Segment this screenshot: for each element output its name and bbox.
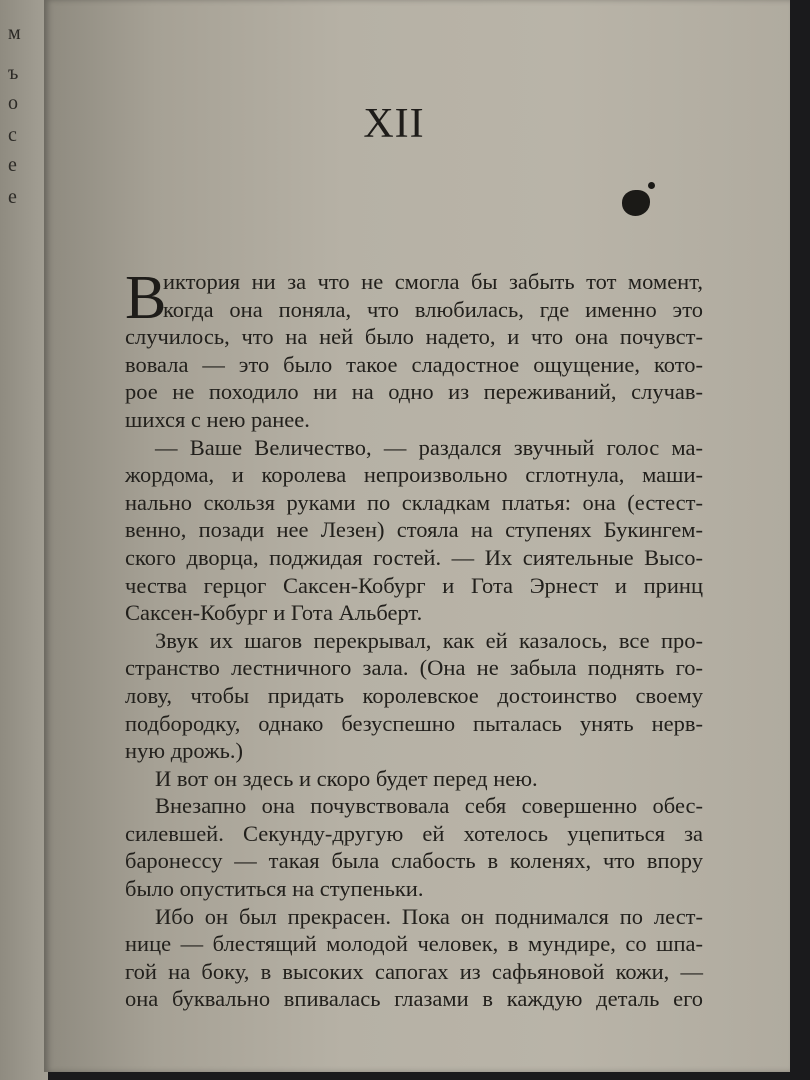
text-line: чества герцог Саксен-Кобург и Гота Эрнест и принц	[125, 572, 703, 598]
text-line: она буквально впивалась глазами в каждую деталь его	[125, 986, 703, 1012]
text-line: рое не походило ни на одно из переживаний, случав-	[125, 379, 703, 405]
text-line: Ибо он был прекрасен. Пока он поднимался по лест-	[155, 903, 703, 929]
text-line: нально скользя руками по складкам платья: она (естест-	[125, 489, 703, 515]
ink-blot-icon	[622, 190, 650, 216]
text-line: нице — блестящий молодой человек, в мундире, со шпа-	[125, 931, 703, 957]
facing-page-fragment: м	[8, 22, 21, 44]
book-page	[44, 0, 790, 1072]
text-line: Внезапно она почувствовала себя совершенно обес-	[155, 793, 703, 819]
facing-page-edge	[0, 0, 48, 1080]
body-text	[125, 264, 703, 1013]
text-line: иктория ни за что не смогла бы забыть тот момент,	[163, 269, 703, 294]
text-line: Саксен-Кобург и Гота Альберт.	[125, 600, 423, 626]
text-line: Звук их шагов перекрывал, как ей казалось, все про-	[155, 627, 703, 653]
facing-page-fragment: о	[8, 92, 18, 114]
text-line: жордома, и королева непроизвольно сглотнула, маши-	[125, 462, 703, 488]
text-line: шихся с нею ранее.	[125, 406, 310, 432]
text-line: И вот он здесь и скоро будет перед нею.	[155, 765, 538, 791]
drop-cap: В	[125, 264, 167, 332]
chapter-title: XII	[363, 101, 425, 147]
text-line: венно, позади нее Лезен) стояла на ступенях Букингем-	[125, 517, 703, 543]
ink-drop-icon	[648, 182, 655, 189]
text-line: странство лестничного зала. (Она не забыла поднять го-	[125, 655, 703, 681]
text-line: случилось, что на ней было надето, и что она почувст-	[125, 324, 703, 350]
text-line: подбородку, однако безуспешно пыталась унять нерв-	[125, 710, 703, 736]
facing-page-fragment: ъ	[8, 62, 19, 84]
text-line: — Ваше Величество, — раздался звучный голос ма-	[155, 434, 703, 460]
text-line: ную дрожь.)	[125, 738, 244, 764]
text-line: лову, чтобы придать королевское достоинство своему	[125, 682, 703, 708]
text-line: силевшей. Секунду-другую ей хотелось уцепиться за	[125, 820, 703, 846]
text-line: ского дворца, поджидая гостей. — Их сиятельные Высо-	[125, 544, 703, 570]
text-line: когда она поняла, что влюбилась, где именно это	[163, 296, 703, 322]
text-line: было опуститься на ступеньки.	[125, 876, 424, 902]
facing-page-fragment: е	[8, 154, 17, 176]
text-line: вовала — это было такое сладостное ощущение, кото-	[125, 351, 703, 377]
text-line: гой на боку, в высоких сапогах из сафьяновой кожи, —	[125, 958, 703, 984]
text-line: баронессу — такая была слабость в коленях, что впору	[125, 848, 703, 874]
facing-page-fragment: е	[8, 186, 17, 208]
facing-page-fragment: с	[8, 124, 17, 146]
